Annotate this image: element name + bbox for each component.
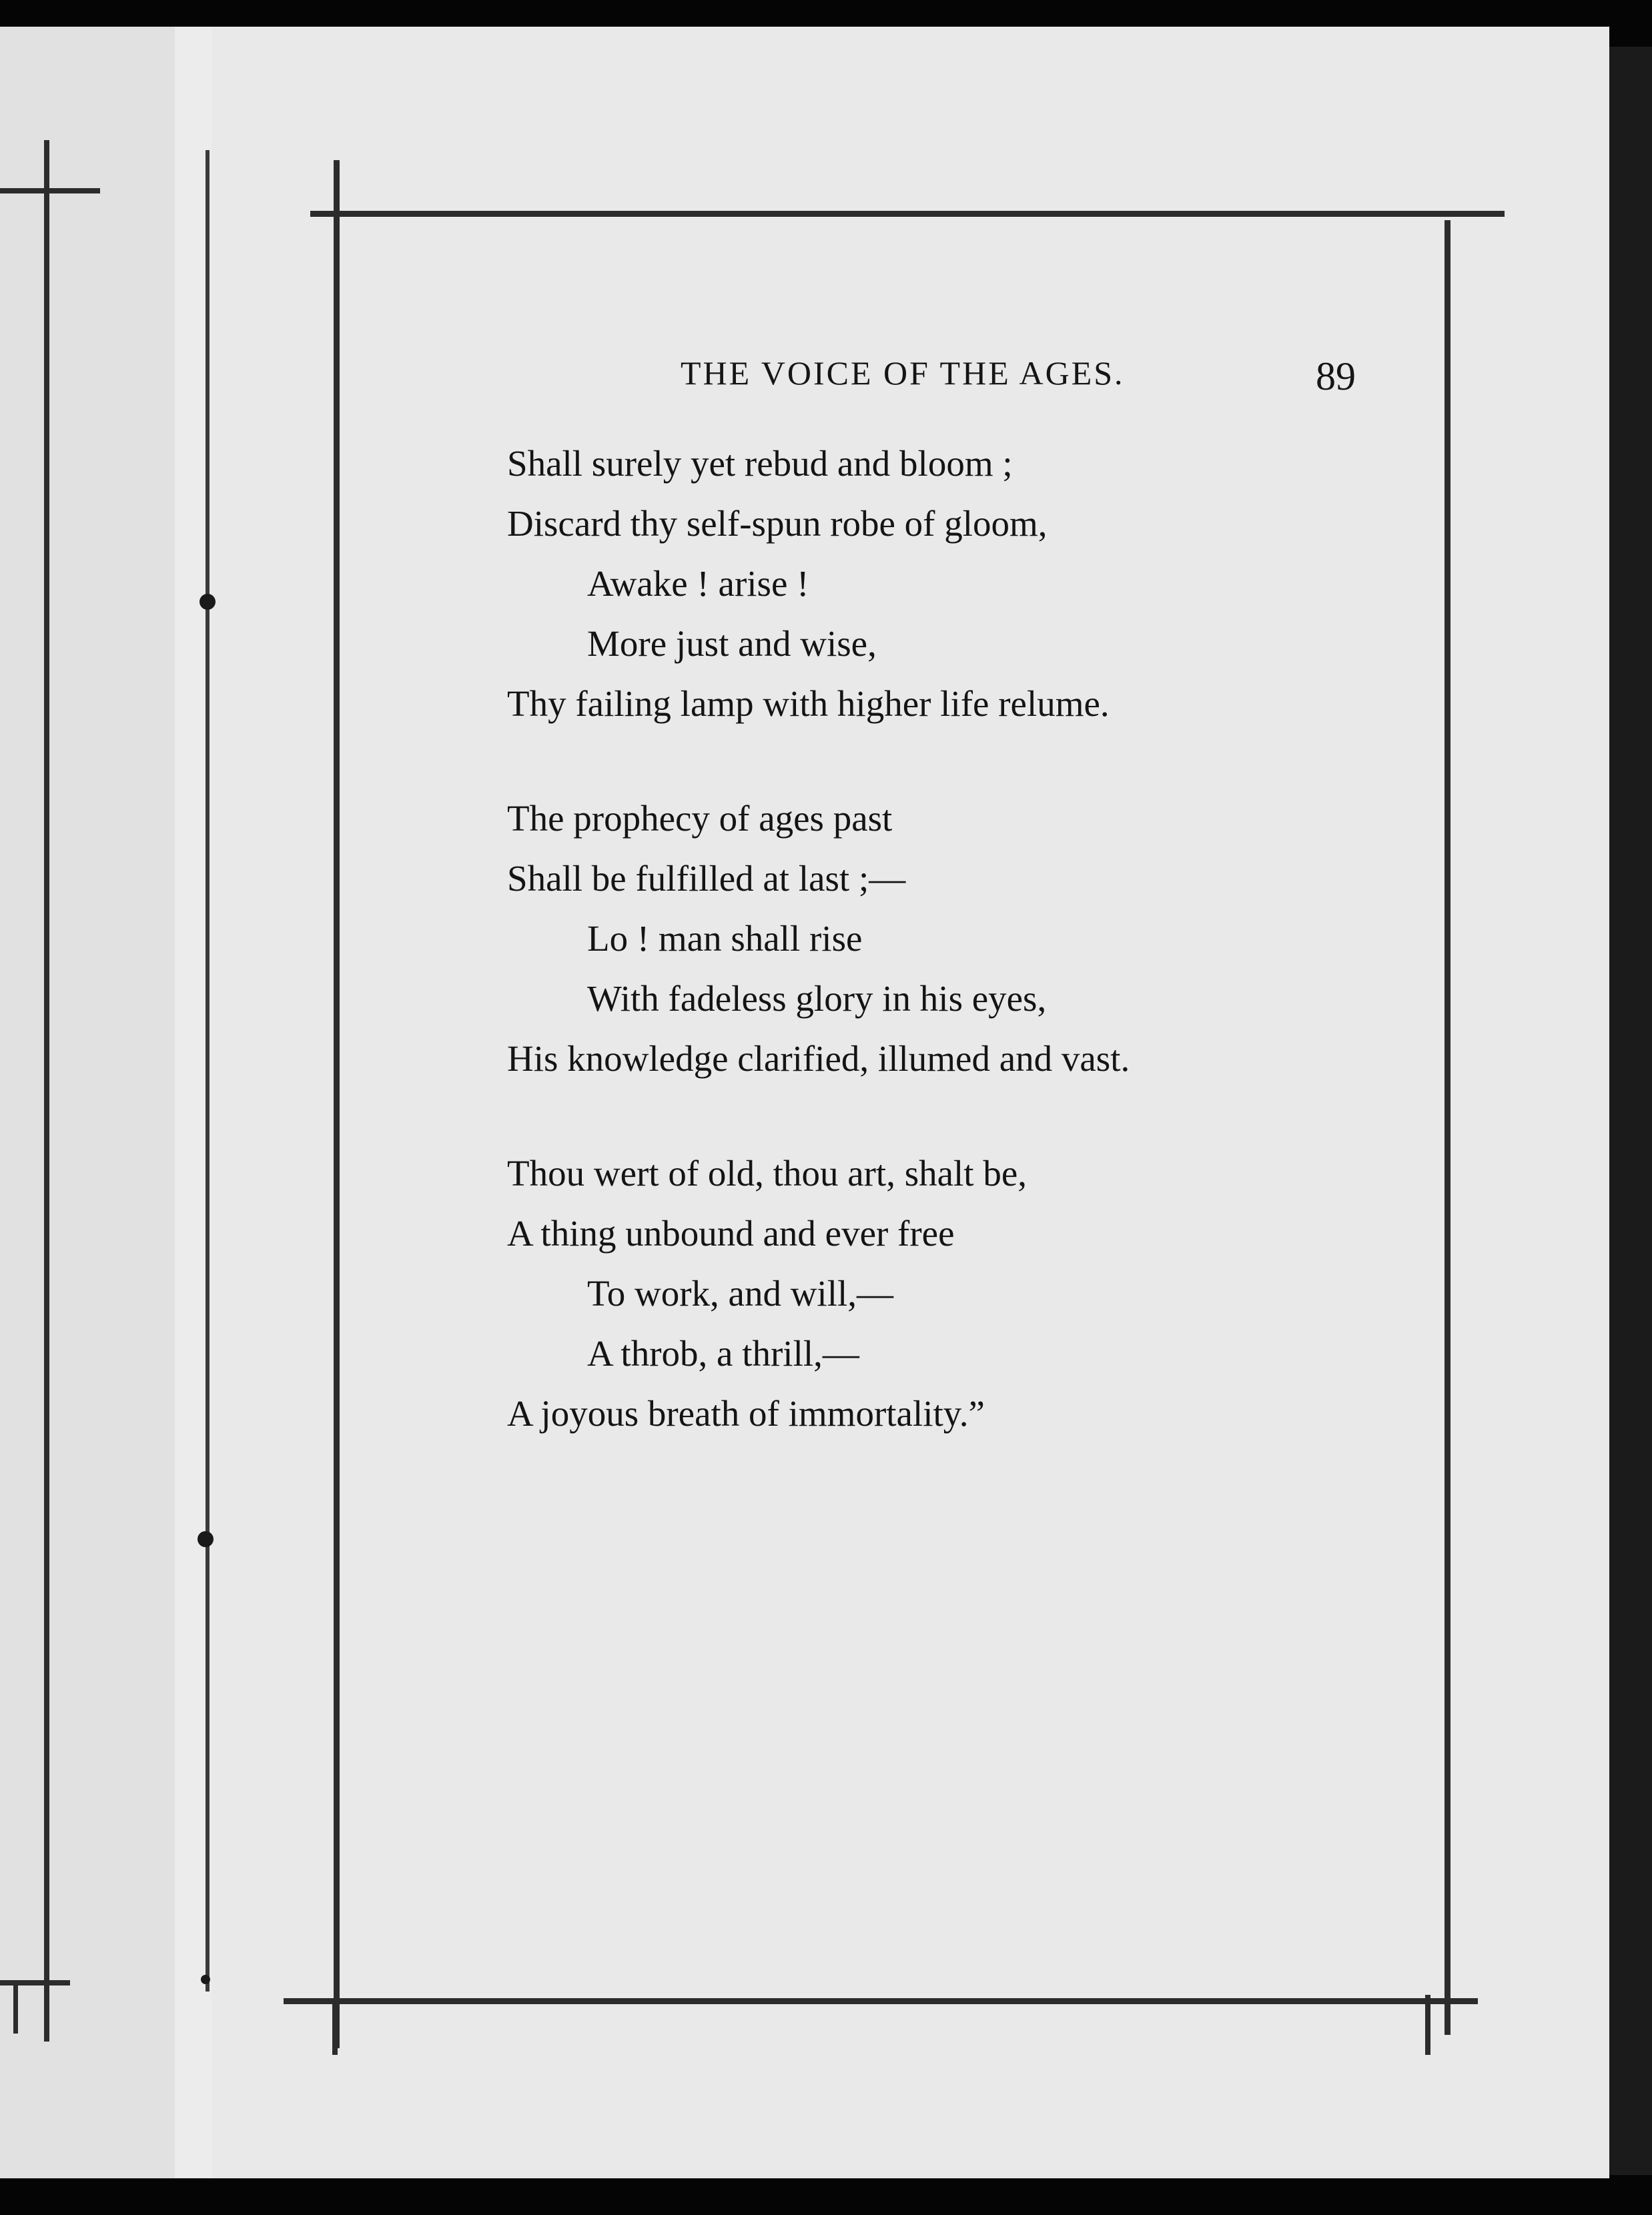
left-page-border-vertical — [44, 140, 49, 2042]
page-number: 89 — [1316, 354, 1356, 398]
left-page-fragment — [0, 27, 175, 2178]
left-page-border-bottom — [0, 1980, 70, 1985]
left-page-border-tick — [13, 1980, 18, 2034]
frame-left-rule — [334, 160, 340, 2048]
frame-top-rule — [310, 211, 1505, 217]
stanza — [507, 789, 1475, 1089]
running-head: THE VOICE OF THE AGES. — [681, 354, 1125, 392]
poem-line: Discard thy self-spun robe of gloom, — [507, 503, 1048, 544]
poem-line-indented: Awake ! arise ! — [587, 563, 809, 604]
page-edge-shadow — [1609, 47, 1652, 2175]
poem-line: Thou wert of old, thou art, shalt be, — [507, 1153, 1027, 1194]
poem-line-indented: With fadeless glory in his eyes, — [587, 978, 1047, 1019]
binding-knot-top — [199, 594, 216, 610]
stanza — [507, 1144, 1475, 1444]
poem-line-indented: More just and wise, — [587, 623, 877, 664]
binding-knot-bottom — [201, 1975, 210, 1984]
poem-line: A thing unbound and ever free — [507, 1213, 955, 1254]
poem-line-indented: A throb, a thrill,— — [587, 1333, 859, 1374]
frame-bottom-rule — [284, 1998, 1478, 2004]
poem-line: His knowledge clarified, illumed and vast. — [507, 1038, 1130, 1079]
stanza — [507, 434, 1475, 734]
binding-thread — [205, 150, 210, 1991]
poem-line-indented: To work, and will,— — [587, 1273, 894, 1314]
poem-line: A joyous breath of immortality.” — [507, 1393, 985, 1434]
poem-line-indented: Lo ! man shall rise — [587, 918, 863, 959]
frame-bottom-left-tick — [332, 2002, 338, 2055]
poem-line: Thy failing lamp with higher life relume. — [507, 683, 1110, 724]
poem-line: The prophecy of ages past — [507, 798, 893, 839]
poem-line: Shall surely yet rebud and bloom ; — [507, 443, 1013, 484]
binding-knot-middle — [197, 1531, 214, 1547]
poem-text — [507, 434, 1475, 1498]
frame-bottom-right-tick — [1425, 1995, 1430, 2055]
poem-line: Shall be fulfilled at last ;— — [507, 858, 906, 899]
left-page-border-top — [0, 188, 100, 193]
